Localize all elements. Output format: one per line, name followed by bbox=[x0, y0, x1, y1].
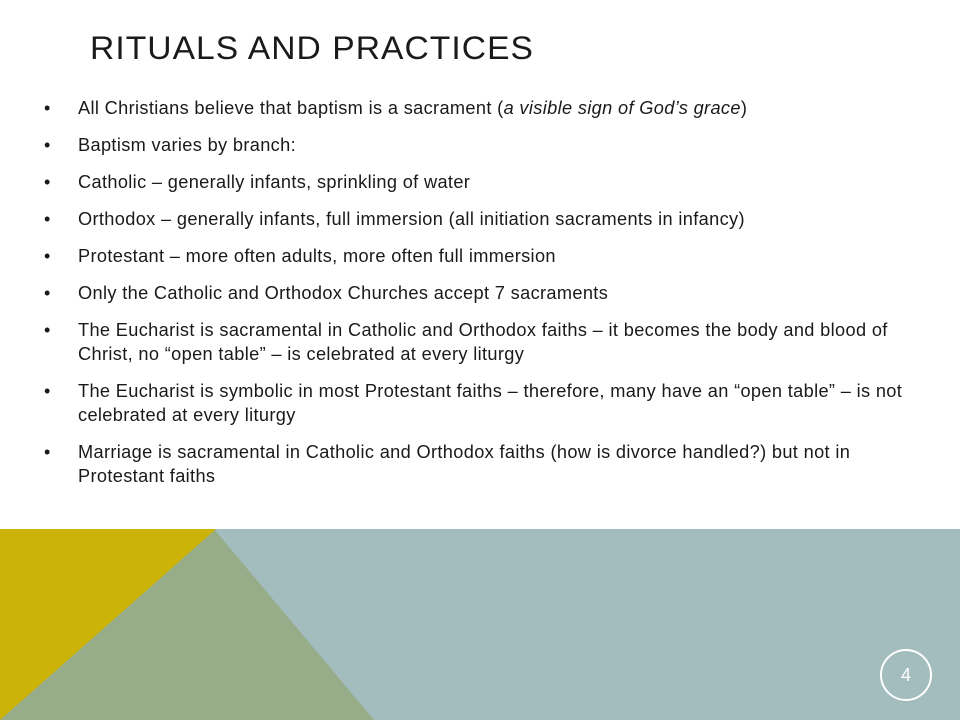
bullet-text: Baptism varies by branch: bbox=[78, 135, 296, 155]
bullet-item bbox=[44, 207, 924, 231]
bullet-item bbox=[44, 318, 924, 366]
bullet-dot: • bbox=[44, 381, 51, 401]
bullet-dot: • bbox=[44, 320, 51, 340]
bullet-item bbox=[44, 96, 924, 120]
bullet-dot: • bbox=[44, 442, 51, 462]
bullet-text: All Christians believe that baptism is a sacrament ( bbox=[78, 98, 504, 118]
bullet-text: Protestant – more often adults, more often full immersion bbox=[78, 246, 556, 266]
bullet-text: The Eucharist is symbolic in most Protestant faiths – therefore, many have an “open table” – is not celebrated at every liturgy bbox=[78, 381, 903, 425]
bullet-item bbox=[44, 170, 924, 194]
bullet-emphasis: a visible sign of God’s grace bbox=[503, 98, 741, 118]
bullet-text: Only the Catholic and Orthodox Churches accept 7 sacraments bbox=[78, 283, 609, 303]
bullet-text: The Eucharist is sacramental in Catholic and Orthodox faiths – it becomes the body and blood of Christ, no “open table” – is celebrated at every liturgy bbox=[78, 320, 888, 364]
bullet-text-end: ) bbox=[740, 98, 748, 118]
bullet-dot: • bbox=[44, 283, 51, 303]
bullet-item bbox=[44, 281, 924, 305]
bullet-item bbox=[44, 244, 924, 268]
bullet-text: Marriage is sacramental in Catholic and Orthodox faiths (how is divorce handled?) but not in Protestant faiths bbox=[78, 442, 851, 486]
bullet-item bbox=[44, 133, 924, 157]
bullet-item bbox=[44, 440, 924, 488]
decorative-band bbox=[0, 529, 960, 720]
bullet-text: Orthodox – generally infants, full immersion (all initiation sacraments in infancy) bbox=[78, 209, 745, 229]
bullet-dot: • bbox=[44, 135, 51, 155]
page-number bbox=[880, 649, 932, 701]
bullet-dot: • bbox=[44, 246, 51, 266]
bullet-dot: • bbox=[44, 172, 51, 192]
bullet-list bbox=[44, 96, 924, 501]
bullet-dot: • bbox=[44, 209, 51, 229]
page-number-text: 4 bbox=[900, 664, 911, 685]
bullet-dot: • bbox=[44, 98, 51, 118]
bullet-text: Catholic – generally infants, sprinkling of water bbox=[78, 172, 471, 192]
slide-title: RITUALS AND PRACTICES bbox=[90, 30, 535, 66]
bullet-item bbox=[44, 379, 924, 427]
